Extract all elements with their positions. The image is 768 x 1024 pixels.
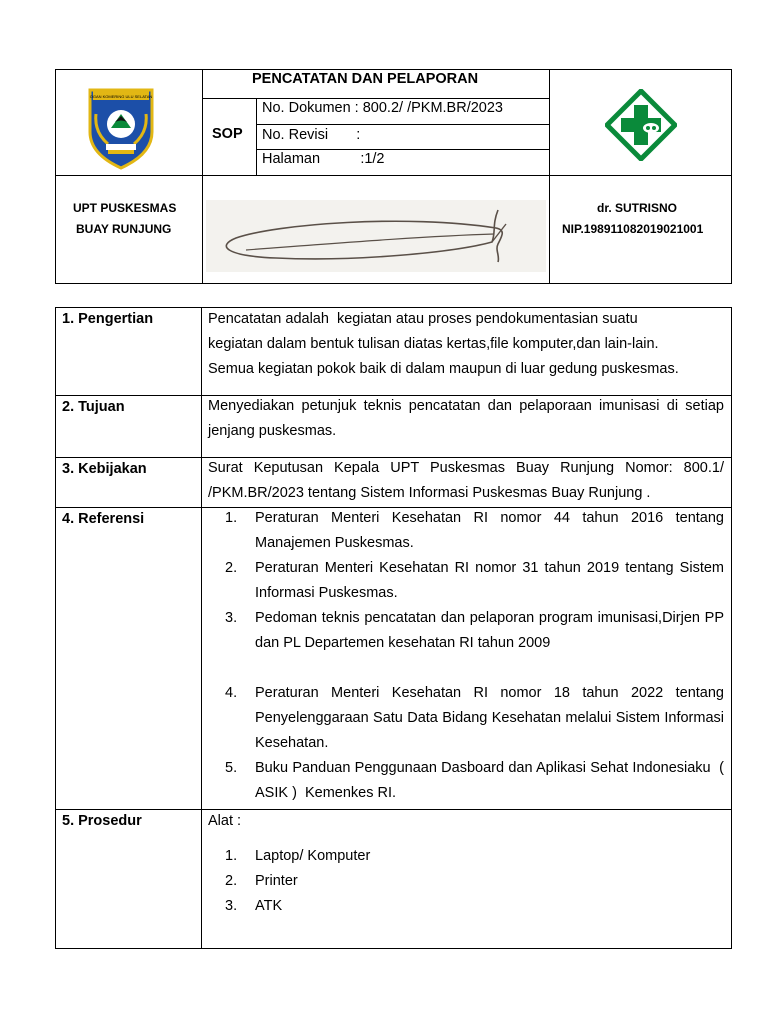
- document-title: PENCATATAN DAN PELAPORAN: [252, 71, 479, 87]
- list-item-number: 3.: [225, 898, 238, 914]
- list-item-number: 5.: [225, 760, 238, 776]
- pengertian-line-2: kegiatan dalam bentuk tulisan diatas kertas,file komputer,dan lain-lain.: [208, 336, 659, 352]
- list-item-text: Buku Panduan Penggunaan Dasboard dan Aplikasi Sehat Indonesiaku ( ASIK ) Kemenkes RI.: [255, 760, 728, 801]
- kebijakan-label: 3. Kebijakan: [62, 461, 147, 477]
- list-item-text: Pedoman teknis pencatatan dan pelaporan program imunisasi,Dirjen PP dan PL Departemen kesehatan RI tahun 2009: [255, 610, 724, 651]
- list-item-number: 1.: [225, 510, 238, 526]
- prosedur-intro: Alat :: [208, 813, 242, 829]
- regency-emblem: [82, 84, 160, 170]
- revision-number: No. Revisi :: [262, 127, 361, 143]
- pengertian-label: 1. Pengertian: [62, 311, 154, 327]
- list-item-text: Peraturan Menteri Kesehatan RI nomor 18 tahun 2022 tentang Penyelenggaraan Satu Data Bidang Kesehatan melalui Sistem Informasi Kesehatan.: [255, 685, 724, 751]
- list-item-number: 2.: [225, 560, 238, 576]
- kebijakan-text: Surat Keputusan Kepala UPT Puskesmas Buay Runjung Nomor: 800.1/ /PKM.BR/2023 tentang Sistem Informasi Puskesmas Buay Runjung .: [208, 460, 724, 501]
- document-number: No. Dokumen : 800.2/ /PKM.BR/2023: [262, 100, 503, 116]
- pengertian-line-1: Pencatatan adalah kegiatan atau proses pendokumentasian suatu: [208, 311, 638, 327]
- tujuan-label: 2. Tujuan: [62, 399, 125, 415]
- referensi-label: 4. Referensi: [62, 511, 145, 527]
- page-number: Halaman :1/2: [262, 151, 385, 167]
- prosedur-label: 5. Prosedur: [62, 813, 142, 829]
- signer-nip: NIP.198911082019021001: [562, 222, 704, 236]
- pengertian-line-3: Semua kegiatan pokok baik di dalam maupun di luar gedung puskesmas.: [208, 361, 679, 377]
- organization-name-line2: BUAY RUNJUNG: [76, 222, 172, 236]
- list-item-text: Peraturan Menteri Kesehatan RI nomor 31 tahun 2019 tentang Sistem Informasi Puskesmas.: [255, 560, 724, 601]
- list-item-number: 4.: [225, 685, 238, 701]
- emblem-label: OGAN KOMERING ULU SELATAN: [89, 94, 153, 99]
- list-item-number: 2.: [225, 873, 238, 889]
- list-item-number: 1.: [225, 848, 238, 864]
- list-item-text: Printer: [255, 873, 298, 889]
- list-item-number: 3.: [225, 610, 238, 626]
- tujuan-text: Menyediakan petunjuk teknis pencatatan dan pelaporaan imunisasi di setiap jenjang puskesmas.: [208, 398, 724, 439]
- signature: [206, 200, 546, 272]
- signer-name: dr. SUTRISNO: [597, 201, 678, 215]
- list-item-text: Laptop/ Komputer: [255, 848, 371, 864]
- puskesmas-logo: [605, 89, 677, 161]
- sop-label: SOP: [212, 126, 243, 142]
- organization-name-line1: UPT PUSKESMAS: [73, 201, 177, 215]
- list-item-text: ATK: [255, 898, 283, 914]
- list-item-text: Peraturan Menteri Kesehatan RI nomor 44 tahun 2016 tentang Manajemen Puskesmas.: [255, 510, 724, 551]
